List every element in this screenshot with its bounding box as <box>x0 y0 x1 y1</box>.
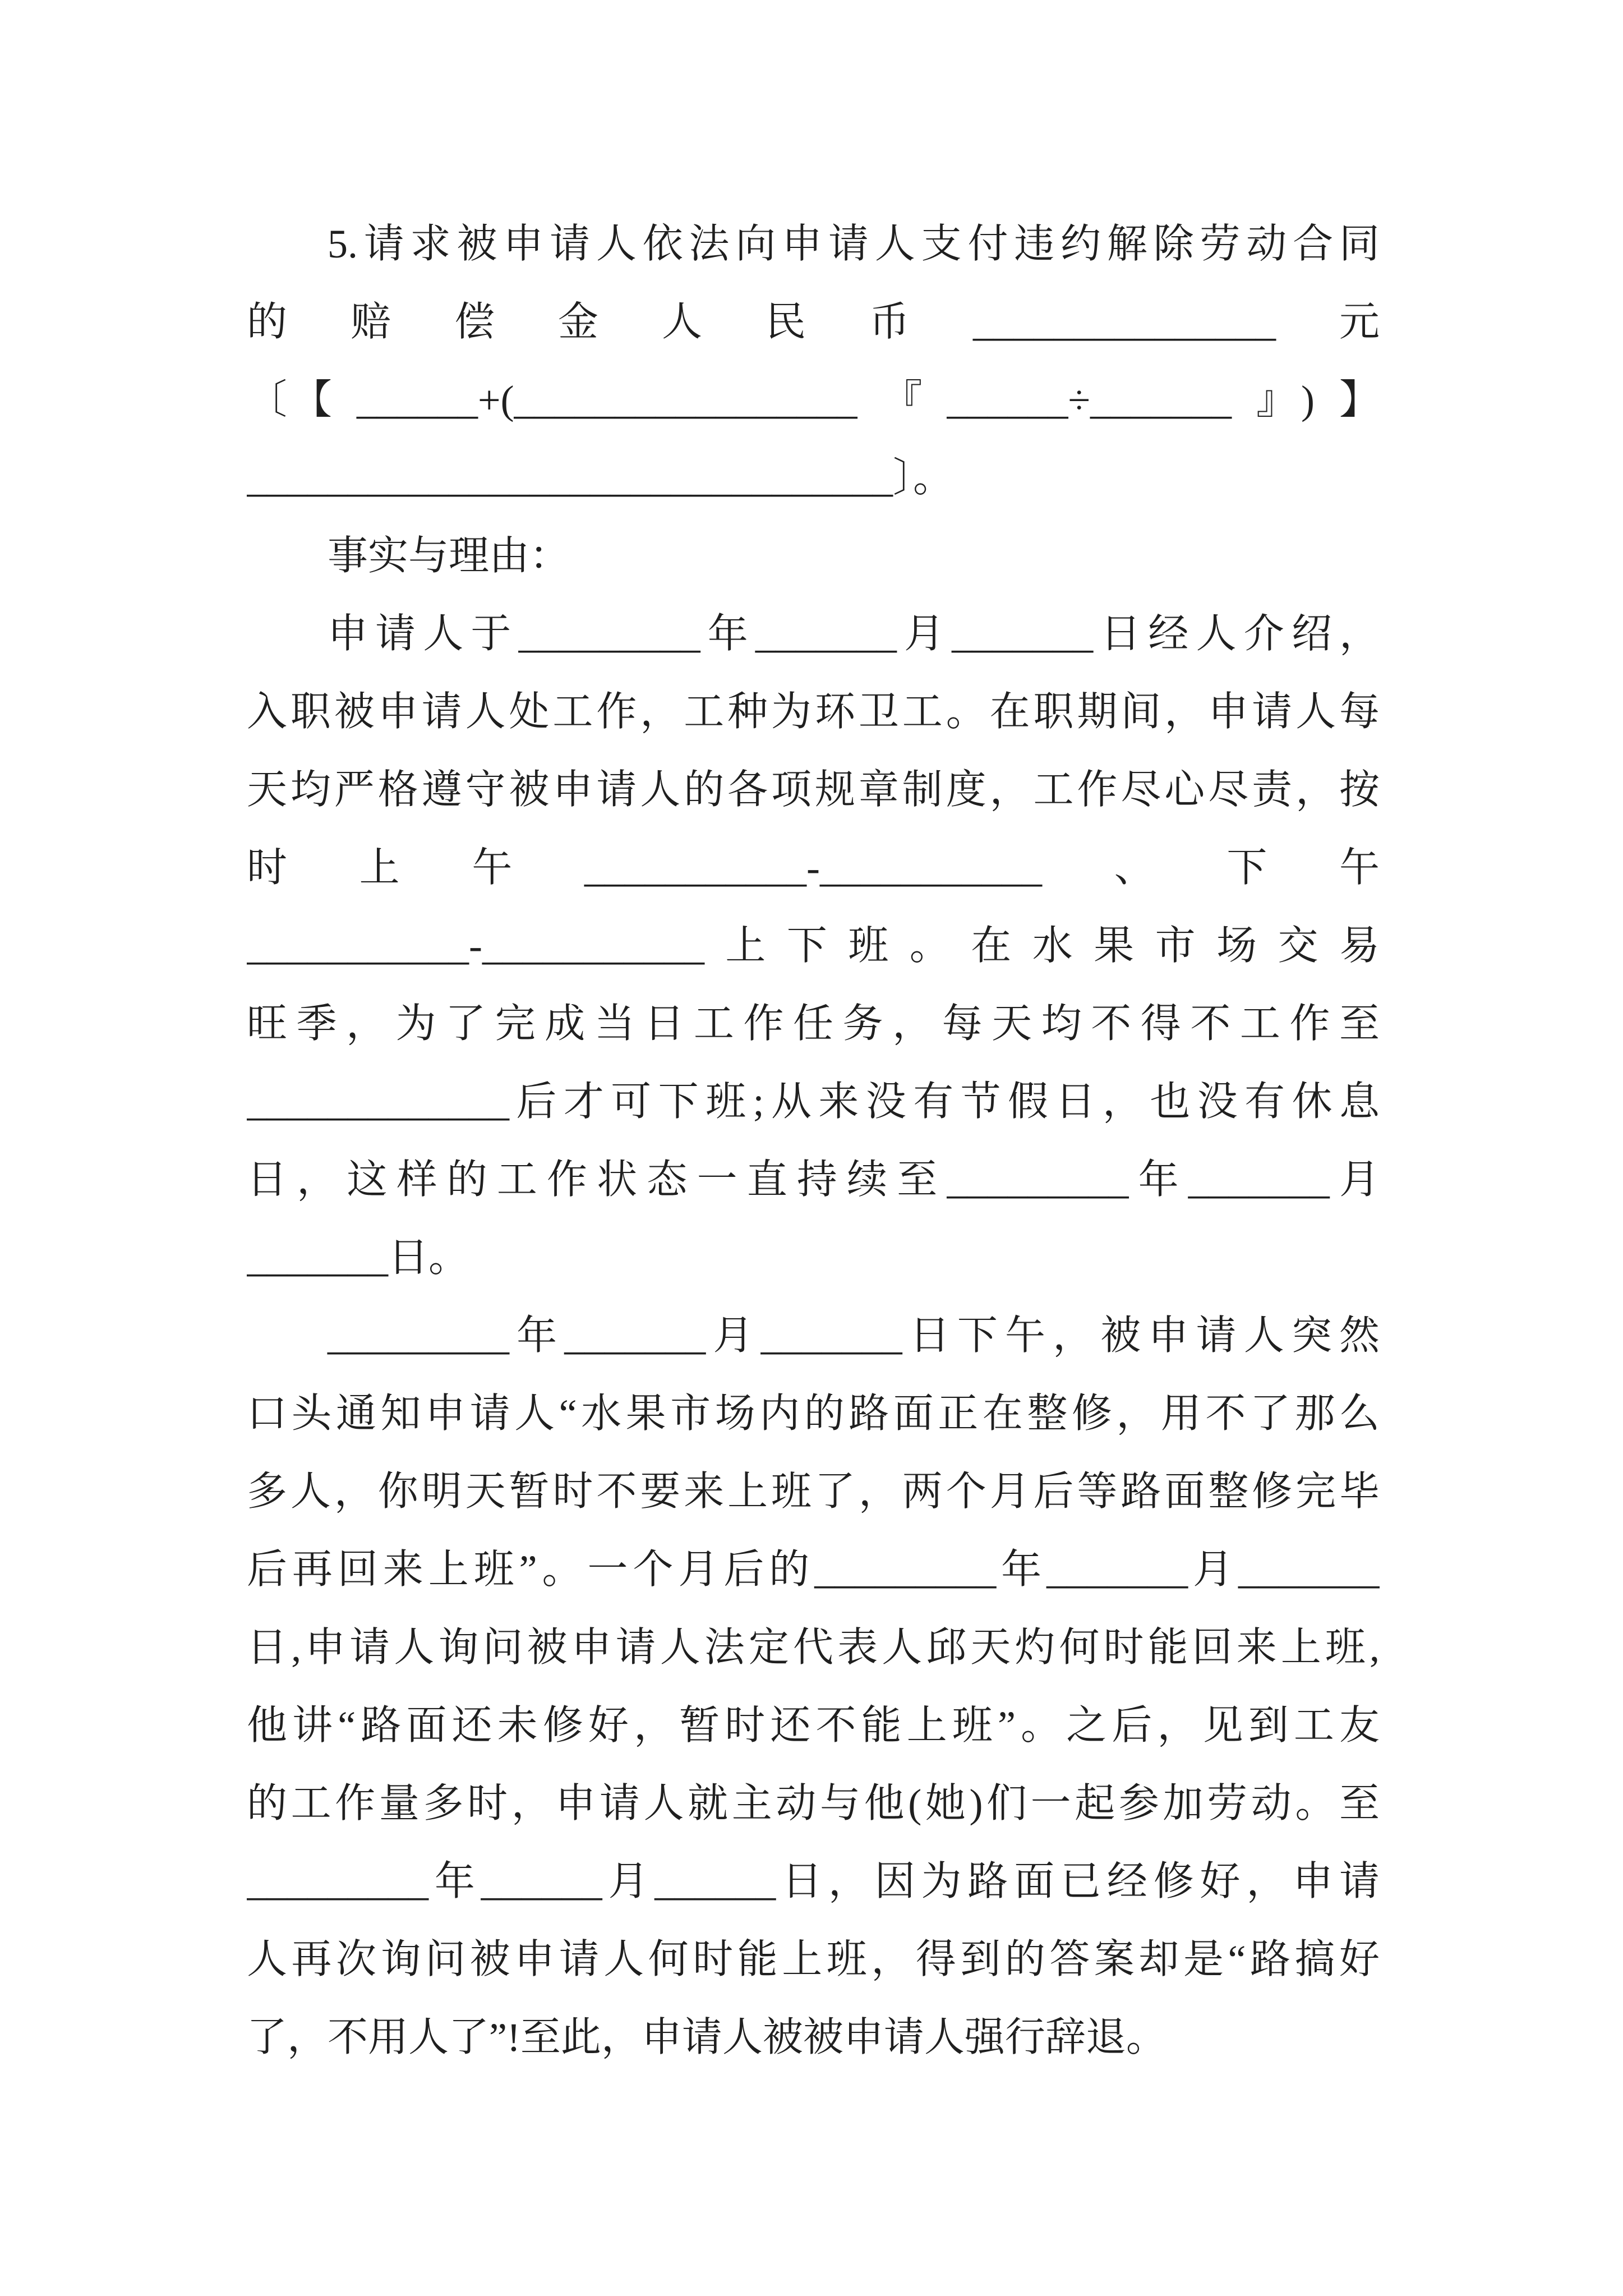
document-line: _______日。 <box>247 1235 469 1280</box>
document-line: 的赔偿金人民币_______________元 <box>247 300 1380 344</box>
document-line: 5.请求被申请人依法向申请人支付违约解除劳动合同 <box>328 222 1380 266</box>
document-line: 天均严格遵守被申请人的各项规章制度，工作尽心尽责，按 <box>247 767 1380 812</box>
document-line: 旺季，为了完成当日工作任务，每天均不得不工作至 <box>247 1001 1380 1046</box>
document-line: 申请人于_________年_______月_______日经人介绍， <box>328 611 1380 656</box>
document-line: 时上午___________-___________、下午 <box>247 845 1380 890</box>
document-line: 入职被申请人处工作，工种为环卫工。在职期间，申请人每 <box>247 689 1380 734</box>
document-line: 多人，你明天暂时不要来上班了，两个月后等路面整修完毕 <box>247 1469 1380 1514</box>
document-line: _____________后才可下班;从来没有节假日，也没有休息 <box>247 1079 1380 1124</box>
document-line: ___________-___________上下班。在水果市场交易 <box>247 923 1380 968</box>
document-line: 口头通知申请人“水果市场内的路面正在整修，用不了那么 <box>247 1391 1380 1436</box>
document-line: 的工作量多时，申请人就主动与他(她)们一起参加劳动。至 <box>247 1781 1380 1826</box>
document-line: 后再回来上班”。一个月后的_________年_______月_______ <box>247 1547 1380 1592</box>
document-line: 人再次询问被申请人何时能上班，得到的答案却是“路搞好 <box>247 1937 1380 1982</box>
document-line: ________________________________〕。 <box>247 455 953 500</box>
document-line: 日，这样的工作状态一直持续至_________年_______月 <box>247 1157 1380 1202</box>
document-line: 事实与理由： <box>328 533 570 578</box>
document-line: 日,申请人询问被申请人法定代表人邱天灼何时能回来上班, <box>247 1625 1380 1670</box>
document-line: 他讲“路面还未修好，暂时还不能上班”。之后，见到工友 <box>247 1703 1380 1748</box>
document-line: _________年_______月_______日下午，被申请人突然 <box>328 1313 1380 1358</box>
document-line: 〔【______+(_________________『______÷_______』)】 <box>247 378 1380 422</box>
document-line: _________年______月______日，因为路面已经修好，申请 <box>247 1859 1380 1904</box>
document-line: 了，不用人了”!至此，申请人被被申请人强行辞退。 <box>247 2015 1166 2060</box>
